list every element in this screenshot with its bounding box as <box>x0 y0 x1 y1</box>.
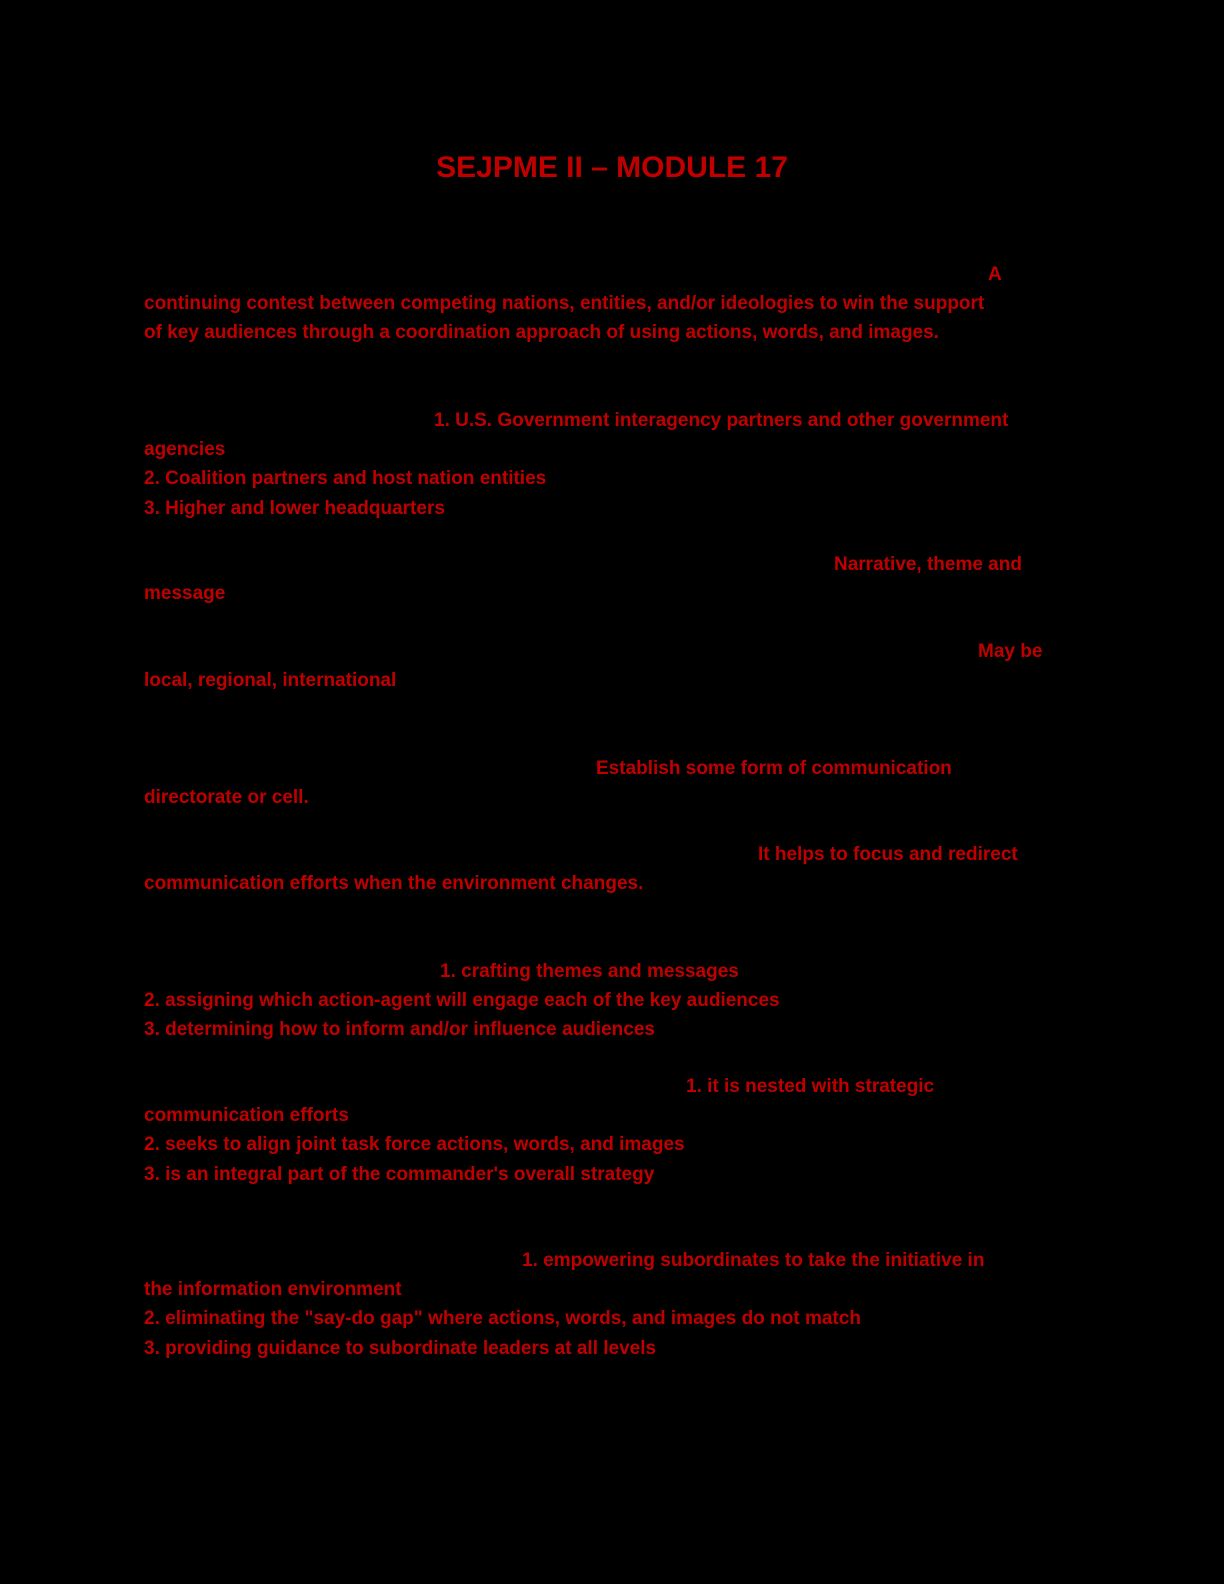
answer-1-line-2: of key audiences through a coordination approach of using actions, words, and images. <box>144 322 939 344</box>
page-title: SEJPME II – MODULE 17 <box>436 151 788 184</box>
answer-1 <box>144 260 1080 348</box>
answer-4 <box>144 637 1080 695</box>
answer-2-line-1: agencies <box>144 439 226 461</box>
answer-9 <box>144 1246 1080 1363</box>
answer-5-line-1: directorate or cell. <box>144 787 309 809</box>
answer-3 <box>144 550 1080 608</box>
answer-4-line-1: local, regional, international <box>144 670 397 692</box>
answer-7-line-2: 3. determining how to inform and/or influence audiences <box>144 1019 655 1041</box>
answer-9-line-1: the information environment <box>144 1279 402 1301</box>
answer-6 <box>144 840 1080 898</box>
answer-5-first-line: Establish some form of communication <box>596 758 952 779</box>
answer-7-line-1: 2. assigning which action-agent will engage each of the key audiences <box>144 990 780 1012</box>
answer-6-first-line: It helps to focus and redirect <box>758 844 1018 865</box>
answer-7 <box>144 957 1080 1045</box>
answer-1-first-line: A <box>988 264 1002 285</box>
answer-2-line-3: 3. Higher and lower headquarters <box>144 497 445 519</box>
answer-3-first-line: Narrative, theme and <box>834 554 1022 575</box>
answer-4-first-line: May be <box>978 641 1043 662</box>
answer-8-line-1: communication efforts <box>144 1105 349 1127</box>
answer-9-line-3: 3. providing guidance to subordinate leaders at all levels <box>144 1337 657 1359</box>
answer-8-first-line: 1. it is nested with strategic <box>686 1076 935 1097</box>
answer-3-line-1: message <box>144 583 226 605</box>
answer-1-line-1: continuing contest between competing nations, entities, and/or ideologies to win the support <box>144 293 985 315</box>
answer-5 <box>144 754 1080 812</box>
answer-8-line-2: 2. seeks to align joint task force actions, words, and images <box>144 1134 685 1156</box>
answer-6-line-1: communication efforts when the environment changes. <box>144 873 644 895</box>
answer-2-first-line: 1. U.S. Government interagency partners and other government <box>434 410 1009 431</box>
answer-8 <box>144 1072 1080 1189</box>
answer-7-first-line: 1. crafting themes and messages <box>440 961 739 982</box>
answer-9-line-2: 2. eliminating the "say-do gap" where actions, words, and images do not match <box>144 1308 861 1330</box>
answer-2 <box>144 406 1080 523</box>
answer-2-line-2: 2. Coalition partners and host nation entities <box>144 468 547 490</box>
answer-9-first-line: 1. empowering subordinates to take the initiative in <box>522 1250 985 1271</box>
answer-8-line-3: 3. is an integral part of the commander's overall strategy <box>144 1163 655 1185</box>
